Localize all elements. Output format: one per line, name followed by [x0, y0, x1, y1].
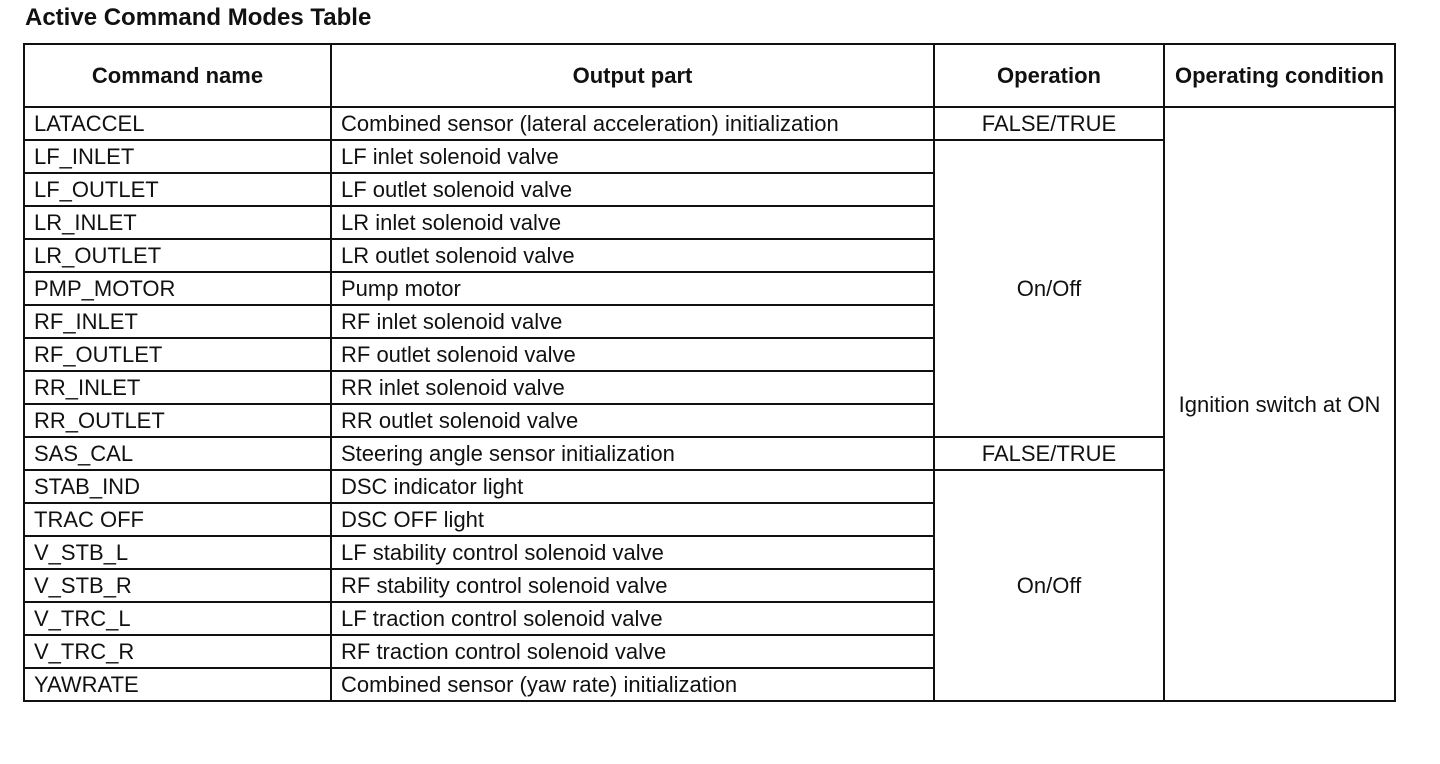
header-command-name: Command name — [24, 44, 331, 107]
output-part-cell: Pump motor — [331, 272, 934, 305]
command-name-cell: RR_INLET — [24, 371, 331, 404]
command-name-cell: STAB_IND — [24, 470, 331, 503]
output-part-cell: RF inlet solenoid valve — [331, 305, 934, 338]
output-part-cell: LR inlet solenoid valve — [331, 206, 934, 239]
command-name-cell: V_STB_R — [24, 569, 331, 602]
command-name-cell: LR_INLET — [24, 206, 331, 239]
command-name-cell: LF_INLET — [24, 140, 331, 173]
operation-cell: On/Off — [934, 470, 1164, 701]
header-output-part: Output part — [331, 44, 934, 107]
command-name-cell: RR_OUTLET — [24, 404, 331, 437]
output-part-cell: LF stability control solenoid valve — [331, 536, 934, 569]
operating-condition-cell: Ignition switch at ON — [1164, 107, 1395, 701]
output-part-cell: LR outlet solenoid valve — [331, 239, 934, 272]
output-part-cell: LF inlet solenoid valve — [331, 140, 934, 173]
output-part-cell: RF stability control solenoid valve — [331, 569, 934, 602]
output-part-cell: Steering angle sensor initialization — [331, 437, 934, 470]
output-part-cell: LF outlet solenoid valve — [331, 173, 934, 206]
command-name-cell: LF_OUTLET — [24, 173, 331, 206]
command-name-cell: V_TRC_R — [24, 635, 331, 668]
operation-cell: On/Off — [934, 140, 1164, 437]
command-name-cell: RF_OUTLET — [24, 338, 331, 371]
command-name-cell: V_STB_L — [24, 536, 331, 569]
output-part-cell: Combined sensor (lateral acceleration) initialization — [331, 107, 934, 140]
output-part-cell: RF outlet solenoid valve — [331, 338, 934, 371]
command-name-cell: LR_OUTLET — [24, 239, 331, 272]
operation-cell: FALSE/TRUE — [934, 107, 1164, 140]
command-name-cell: LATACCEL — [24, 107, 331, 140]
command-name-cell: YAWRATE — [24, 668, 331, 701]
operation-cell: FALSE/TRUE — [934, 437, 1164, 470]
output-part-cell: Combined sensor (yaw rate) initialization — [331, 668, 934, 701]
command-name-cell: TRAC OFF — [24, 503, 331, 536]
output-part-cell: RF traction control solenoid valve — [331, 635, 934, 668]
command-name-cell: SAS_CAL — [24, 437, 331, 470]
command-modes-table — [23, 43, 1396, 702]
command-name-cell: RF_INLET — [24, 305, 331, 338]
output-part-cell: RR inlet solenoid valve — [331, 371, 934, 404]
page-title: Active Command Modes Table — [25, 4, 372, 31]
command-name-cell: PMP_MOTOR — [24, 272, 331, 305]
output-part-cell: RR outlet solenoid valve — [331, 404, 934, 437]
header-operation: Operation — [934, 44, 1164, 107]
table-header-row — [24, 44, 1395, 107]
output-part-cell: LF traction control solenoid valve — [331, 602, 934, 635]
command-name-cell: V_TRC_L — [24, 602, 331, 635]
header-operating-condition: Operating condition — [1164, 44, 1395, 107]
table-row — [24, 107, 1395, 140]
output-part-cell: DSC OFF light — [331, 503, 934, 536]
output-part-cell: DSC indicator light — [331, 470, 934, 503]
table-body — [24, 107, 1395, 701]
